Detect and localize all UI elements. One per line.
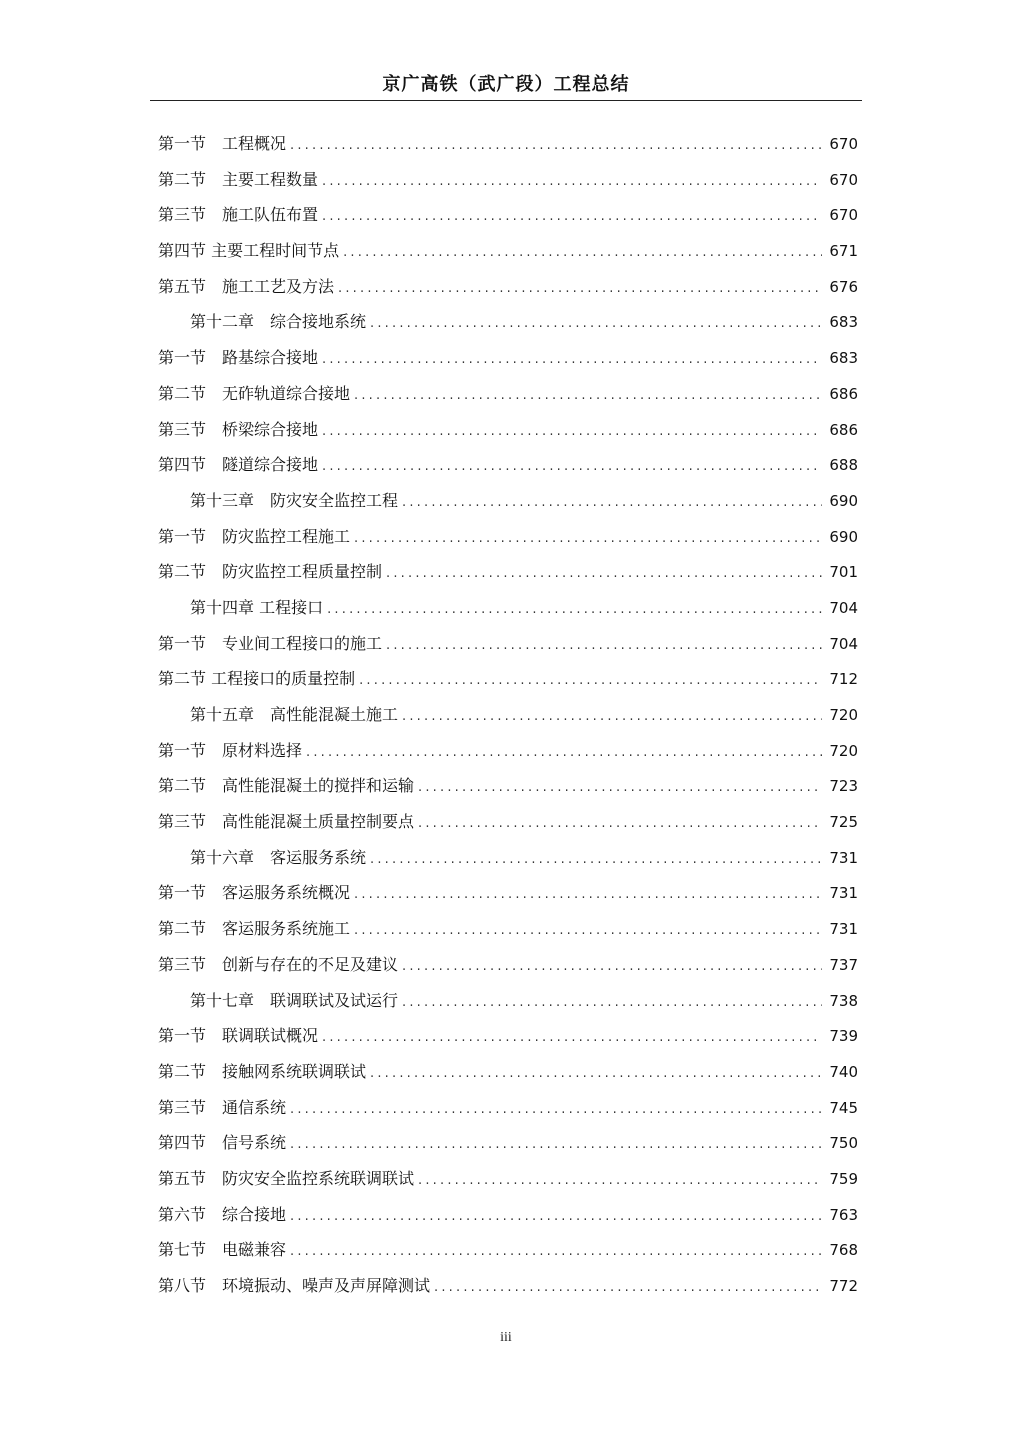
toc-entry[interactable]	[158, 626, 858, 662]
toc-entry-page: 701	[829, 563, 858, 582]
toc-entry-page: 772	[829, 1277, 858, 1295]
toc-entry-page: 688	[829, 456, 858, 475]
toc-entry[interactable]	[158, 554, 858, 590]
toc-entry-label: 第十七章 联调联试及试运行	[190, 990, 399, 1010]
toc-chapter-entry[interactable]	[158, 983, 858, 1019]
dot-leader	[322, 414, 822, 450]
toc-entry[interactable]	[158, 661, 858, 697]
toc-entry-page: 683	[829, 313, 858, 332]
toc-chapter-entry[interactable]	[158, 697, 858, 733]
toc-entry-label: 第四节 隧道综合接地	[158, 455, 319, 475]
toc-entry-page: 768	[829, 1241, 858, 1260]
dot-leader	[370, 306, 822, 342]
toc-entry-label: 第五节 防灾安全监控系统联调联试	[158, 1168, 415, 1188]
toc-entry-page: 731	[829, 848, 858, 867]
toc-entry-page: 720	[829, 706, 858, 724]
toc-entry-page: 763	[829, 1205, 858, 1224]
dot-leader	[354, 913, 822, 949]
toc-entry-label: 第二节 主要工程数量	[158, 169, 319, 189]
toc-entry-label: 第一节 联调联试概况	[158, 1026, 319, 1046]
dot-leader	[290, 1127, 822, 1163]
toc-entry-page: 750	[829, 1134, 858, 1153]
toc-entry-page: 725	[829, 813, 858, 832]
toc-chapter-entry[interactable]	[158, 304, 858, 340]
dot-leader	[322, 449, 822, 485]
toc-entry[interactable]	[158, 197, 858, 233]
toc-entry-page: 690	[829, 527, 858, 546]
toc-entry[interactable]	[158, 1197, 858, 1233]
toc-entry-page: 745	[829, 1098, 858, 1117]
dot-leader	[322, 1020, 822, 1056]
toc-entry-page: 683	[829, 349, 858, 368]
toc-entry-label: 第一节 原材料选择	[158, 740, 303, 760]
dot-leader	[402, 985, 822, 1021]
toc-entry-page: 670	[829, 170, 858, 189]
page-header	[150, 70, 862, 101]
toc-entry[interactable]	[158, 911, 858, 947]
toc-entry-page: 738	[829, 991, 858, 1010]
dot-leader	[386, 556, 822, 592]
toc-entry-page: 670	[829, 206, 858, 225]
dot-leader	[418, 1163, 822, 1199]
toc-entry-page: 731	[829, 920, 858, 939]
toc-entry-label: 第四节 主要工程时间节点	[158, 241, 340, 261]
toc-entry[interactable]	[158, 733, 858, 769]
toc-entry[interactable]	[158, 1018, 858, 1054]
toc-entry-label: 第十四章 工程接口	[190, 597, 324, 617]
toc-entry-label: 第一节 工程概况	[158, 134, 287, 153]
dot-leader	[322, 199, 822, 235]
dot-leader	[402, 949, 822, 985]
toc-entry-label: 第二节 客运服务系统施工	[158, 919, 351, 939]
toc-entry-page: 686	[829, 420, 858, 439]
document-title: 京广高铁（武广段）工程总结	[382, 74, 630, 95]
dot-leader	[418, 770, 822, 806]
toc-entry-page: 720	[829, 741, 858, 760]
toc-entry-label: 第三节 通信系统	[158, 1097, 287, 1117]
toc-entry[interactable]	[158, 412, 858, 448]
dot-leader	[418, 806, 822, 842]
toc-entry-page: 739	[829, 1027, 858, 1046]
toc-entry[interactable]	[158, 376, 858, 412]
dot-leader	[306, 735, 822, 771]
dot-leader	[370, 842, 822, 878]
toc-entry-label: 第五节 施工工艺及方法	[158, 276, 335, 296]
dot-leader	[402, 485, 822, 521]
toc-entry-label: 第十二章 综合接地系统	[190, 312, 367, 332]
toc-entry-label: 第八节 环境振动、噪声及声屏障测试	[158, 1276, 431, 1295]
toc-entry-label: 第一节 路基综合接地	[158, 348, 319, 368]
toc-entry-label: 第十三章 防灾安全监控工程	[190, 490, 399, 510]
dot-leader	[290, 1234, 822, 1270]
toc-entry-label: 第十五章 高性能混凝土施工	[190, 705, 399, 724]
toc-entry[interactable]	[158, 233, 858, 269]
toc-entry[interactable]	[158, 1090, 858, 1126]
dot-leader	[290, 1199, 822, 1235]
dot-leader	[434, 1270, 822, 1306]
toc-entry-label: 第二节 接触网系统联调联试	[158, 1061, 367, 1081]
toc-entry-label: 第六节 综合接地	[158, 1204, 287, 1224]
toc-entry[interactable]	[158, 875, 858, 911]
toc-entry-page: 731	[829, 884, 858, 903]
toc-entry-page: 723	[829, 777, 858, 796]
dot-leader	[354, 521, 822, 557]
dot-leader	[338, 271, 822, 307]
toc-entry-label: 第二节 无砟轨道综合接地	[158, 383, 351, 403]
toc-entry-label: 第三节 高性能混凝土质量控制要点	[158, 812, 415, 832]
dot-leader	[327, 592, 822, 628]
toc-entry-label: 第一节 客运服务系统概况	[158, 883, 351, 903]
toc-entry-label: 第一节 专业间工程接口的施工	[158, 633, 383, 653]
toc-entry-page: 670	[829, 135, 858, 153]
toc-entry-label: 第三节 施工队伍布置	[158, 205, 319, 225]
toc-entry-page: 704	[829, 598, 858, 617]
toc-entry[interactable]	[158, 269, 858, 305]
dot-leader	[343, 235, 822, 271]
toc-entry-label: 第一节 防灾监控工程施工	[158, 526, 351, 546]
toc-entry-page: 712	[829, 670, 858, 689]
toc-entry-label: 第十六章 客运服务系统	[190, 847, 367, 867]
page-number: iii	[500, 1330, 512, 1345]
toc-entry[interactable]	[158, 1268, 858, 1304]
dot-leader	[354, 877, 822, 913]
toc-entry-page: 671	[829, 242, 858, 261]
toc-entry[interactable]	[158, 447, 858, 483]
dot-leader	[402, 699, 822, 735]
toc-entry-label: 第二节 高性能混凝土的搅拌和运输	[158, 776, 415, 796]
toc-entry[interactable]	[158, 162, 858, 198]
toc-entry-page: 737	[829, 955, 858, 974]
toc-entry-label: 第三节 创新与存在的不足及建议	[158, 954, 399, 974]
toc-entry-page: 704	[829, 634, 858, 653]
toc-entry[interactable]	[158, 1054, 858, 1090]
dot-leader	[354, 378, 822, 414]
toc-entry-label: 第四节 信号系统	[158, 1133, 287, 1153]
table-of-contents	[158, 126, 858, 1304]
dot-leader	[359, 663, 822, 699]
toc-entry[interactable]	[158, 1161, 858, 1197]
toc-chapter-entry[interactable]	[158, 840, 858, 876]
toc-entry-page: 740	[829, 1062, 858, 1081]
toc-entry[interactable]	[158, 519, 858, 555]
dot-leader	[290, 1092, 822, 1128]
dot-leader	[386, 628, 822, 664]
toc-entry-label: 第二节 工程接口的质量控制	[158, 669, 356, 689]
dot-leader	[290, 128, 822, 164]
dot-leader	[322, 164, 822, 200]
toc-entry[interactable]	[158, 126, 858, 162]
toc-entry[interactable]	[158, 947, 858, 983]
toc-entry[interactable]	[158, 1232, 858, 1268]
toc-entry-label: 第七节 电磁兼容	[158, 1240, 287, 1260]
toc-entry[interactable]	[158, 768, 858, 804]
toc-entry[interactable]	[158, 1125, 858, 1161]
toc-entry-page: 686	[829, 384, 858, 403]
toc-entry-page: 690	[829, 491, 858, 510]
dot-leader	[370, 1056, 822, 1092]
toc-entry[interactable]	[158, 804, 858, 840]
toc-chapter-entry[interactable]	[158, 483, 858, 519]
toc-entry-page: 759	[829, 1169, 858, 1188]
dot-leader	[322, 342, 822, 378]
toc-entry-page: 676	[829, 277, 858, 296]
toc-entry-label: 第三节 桥梁综合接地	[158, 419, 319, 439]
toc-chapter-entry[interactable]	[158, 590, 858, 626]
toc-entry[interactable]	[158, 340, 858, 376]
toc-entry-label: 第二节 防灾监控工程质量控制	[158, 562, 383, 582]
